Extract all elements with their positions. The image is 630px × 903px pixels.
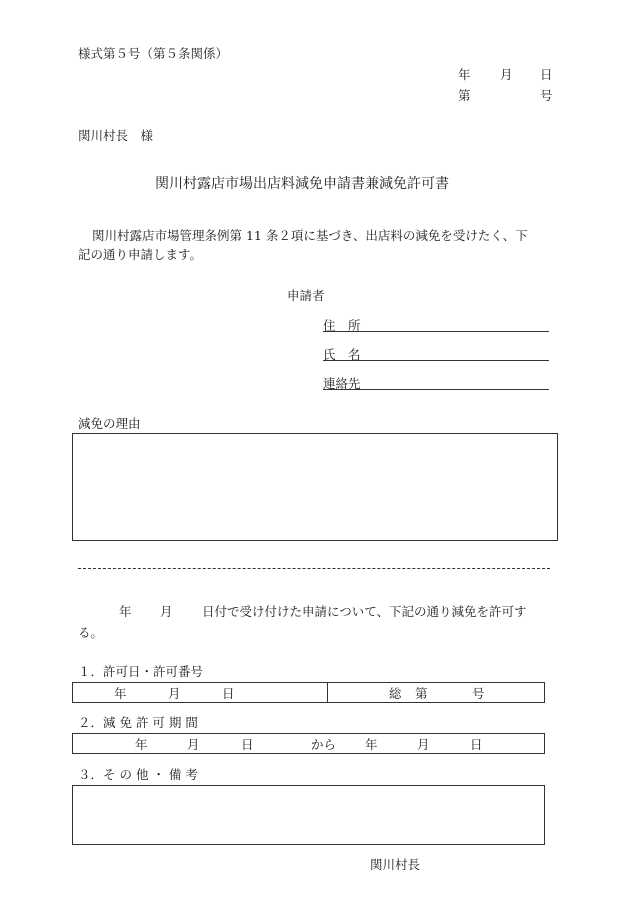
name-field[interactable] bbox=[323, 347, 549, 361]
applicant-label: 申請者 bbox=[287, 288, 325, 303]
signature: 関川村長 bbox=[370, 857, 421, 872]
reason-label: 減免の理由 bbox=[78, 416, 141, 431]
form-number: 様式第５号（第５条関係） bbox=[78, 46, 229, 61]
s1-sou: 総 bbox=[389, 686, 402, 701]
section-1-label: １．許可日・許可番号 bbox=[78, 664, 204, 679]
date-month-label: 月 bbox=[500, 67, 513, 82]
s2-to-year: 年 bbox=[365, 737, 378, 752]
s1-gou: 号 bbox=[472, 686, 485, 701]
body-line-2: 記の通り申請します。 bbox=[78, 247, 203, 262]
s2-from-day: 日 bbox=[241, 737, 254, 752]
s2-from-year: 年 bbox=[135, 737, 148, 752]
s2-from-month: 月 bbox=[187, 737, 200, 752]
section-3-box[interactable] bbox=[72, 785, 545, 845]
s1-month: 月 bbox=[168, 686, 181, 701]
permit-month-label: 月 bbox=[160, 604, 173, 619]
contact-field[interactable] bbox=[323, 376, 549, 390]
number-prefix: 第 bbox=[458, 88, 471, 103]
contact-label: 連絡先 bbox=[323, 376, 361, 391]
number-suffix: 号 bbox=[540, 88, 553, 103]
cut-line bbox=[78, 568, 550, 569]
s2-kara: から bbox=[311, 737, 337, 752]
address-field[interactable] bbox=[323, 318, 549, 332]
addressee: 関川村長 様 bbox=[78, 128, 154, 143]
date-year-label: 年 bbox=[458, 67, 471, 82]
body-line-1: 関川村露店市場管理条例第 11 条２項に基づき、出店料の減免を受けたく、下 bbox=[92, 228, 528, 243]
permit-year-label: 年 bbox=[119, 604, 132, 619]
date-day-label: 日 bbox=[540, 67, 553, 82]
name-label: 氏 名 bbox=[323, 347, 361, 362]
permit-text-1: 日付で受け付けた申請について、下記の通り減免を許可す bbox=[202, 604, 527, 619]
permit-text-2: る。 bbox=[78, 625, 104, 640]
section-1-divider bbox=[327, 682, 328, 703]
document-title: 関川村露店市場出店料減免申請書兼減免許可書 bbox=[155, 176, 449, 192]
section-2-label: ２．減 免 許 可 期 間 bbox=[78, 715, 198, 730]
s2-to-day: 日 bbox=[470, 737, 483, 752]
reason-box[interactable] bbox=[72, 433, 558, 541]
s1-day: 日 bbox=[222, 686, 235, 701]
section-3-label: ３．そ の 他 ・ 備 考 bbox=[78, 767, 198, 782]
s1-year: 年 bbox=[114, 686, 127, 701]
address-label: 住 所 bbox=[323, 318, 361, 333]
s2-to-month: 月 bbox=[417, 737, 430, 752]
s1-dai: 第 bbox=[415, 686, 428, 701]
